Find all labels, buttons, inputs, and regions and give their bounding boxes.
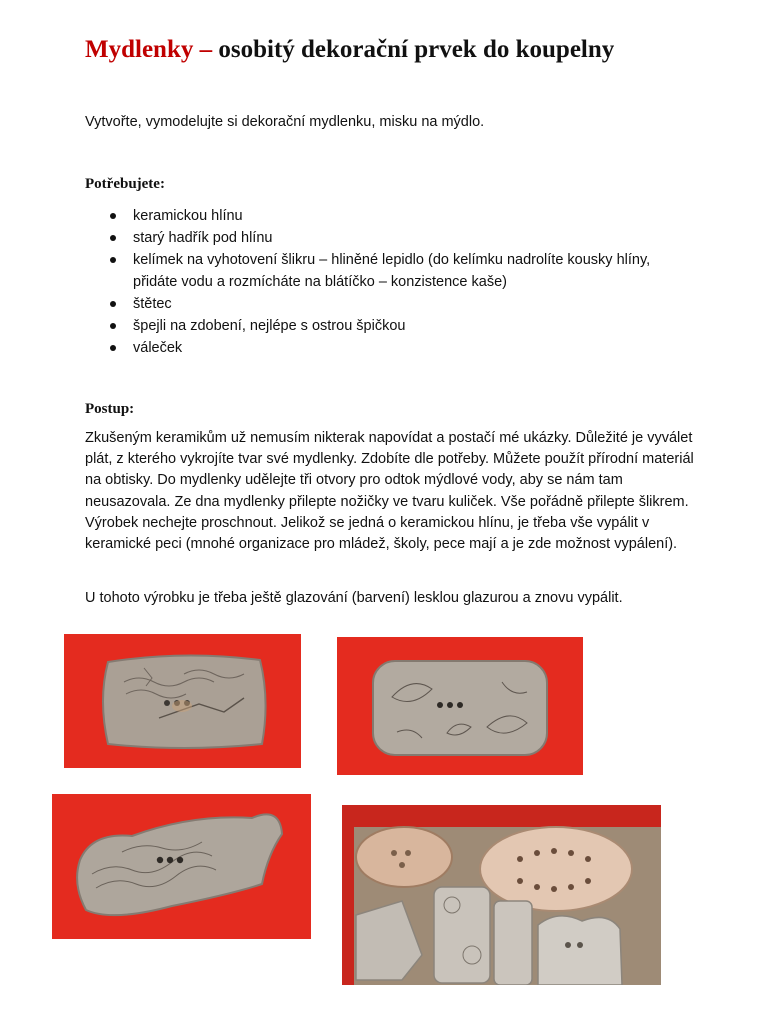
intro-text: Vytvořte, vymodelujte si dekorační mydlenku, misku na mýdlo. [85, 114, 485, 130]
title-highlight: Mydlenky – [85, 36, 213, 63]
document-title [85, 36, 614, 64]
list-item: kelímek na vyhotovení šlikru – hliněné lepidlo (do kelímku nadrolíte kousky hlíny, přidáte vodu a rozmícháte na blátíčko – konzistence kaše) [85, 249, 685, 293]
soap-dish-photo-1 [64, 634, 301, 768]
list-item: špejli na zdobení, nejlépe s ostrou špičkou [85, 315, 685, 337]
title-rest: osobitý dekorační prvek do koupelny [212, 36, 615, 63]
list-item: keramickou hlínu [85, 205, 685, 227]
list-item: štětec [85, 293, 685, 315]
needs-list [85, 205, 685, 359]
needs-heading: Potřebujete: [85, 176, 165, 192]
list-item: váleček [85, 337, 685, 359]
soap-dish-photo-4 [342, 805, 661, 985]
glazing-note: U tohoto výrobku je třeba ještě glazování (barvení) lesklou glazurou a znovu vypálit. [85, 590, 623, 606]
procedure-heading: Postup: [85, 401, 135, 417]
soap-dish-photo-2 [337, 637, 583, 775]
procedure-paragraph: Zkušeným keramikům už nemusím nikterak napovídat a postačí mé ukázky. Důležité je vyválet plát, z kterého vykrojíte tvar své mydlenky. Zdobíte dle potřeby. Můžete použít přírodní materiál na obtisky. Do mydlenky udělejte tři otvory pro odtok mýdlové vody, aby se nám tam neusazovala. Ze dna mydlenky přilepte nožičky ve tvaru kuliček. Vše pořádně přilepte šlikrem. Výrobek nechejte proschnout. Jelikož se jedná o keramickou hlínu, je třeba vše vypálit v keramické peci (mnohé organizace pro mládež, školy, pece mají a je zde možnost vypálení). [85, 430, 694, 553]
soap-dish-photo-3 [52, 794, 311, 939]
list-item: starý hadřík pod hlínu [85, 227, 685, 249]
